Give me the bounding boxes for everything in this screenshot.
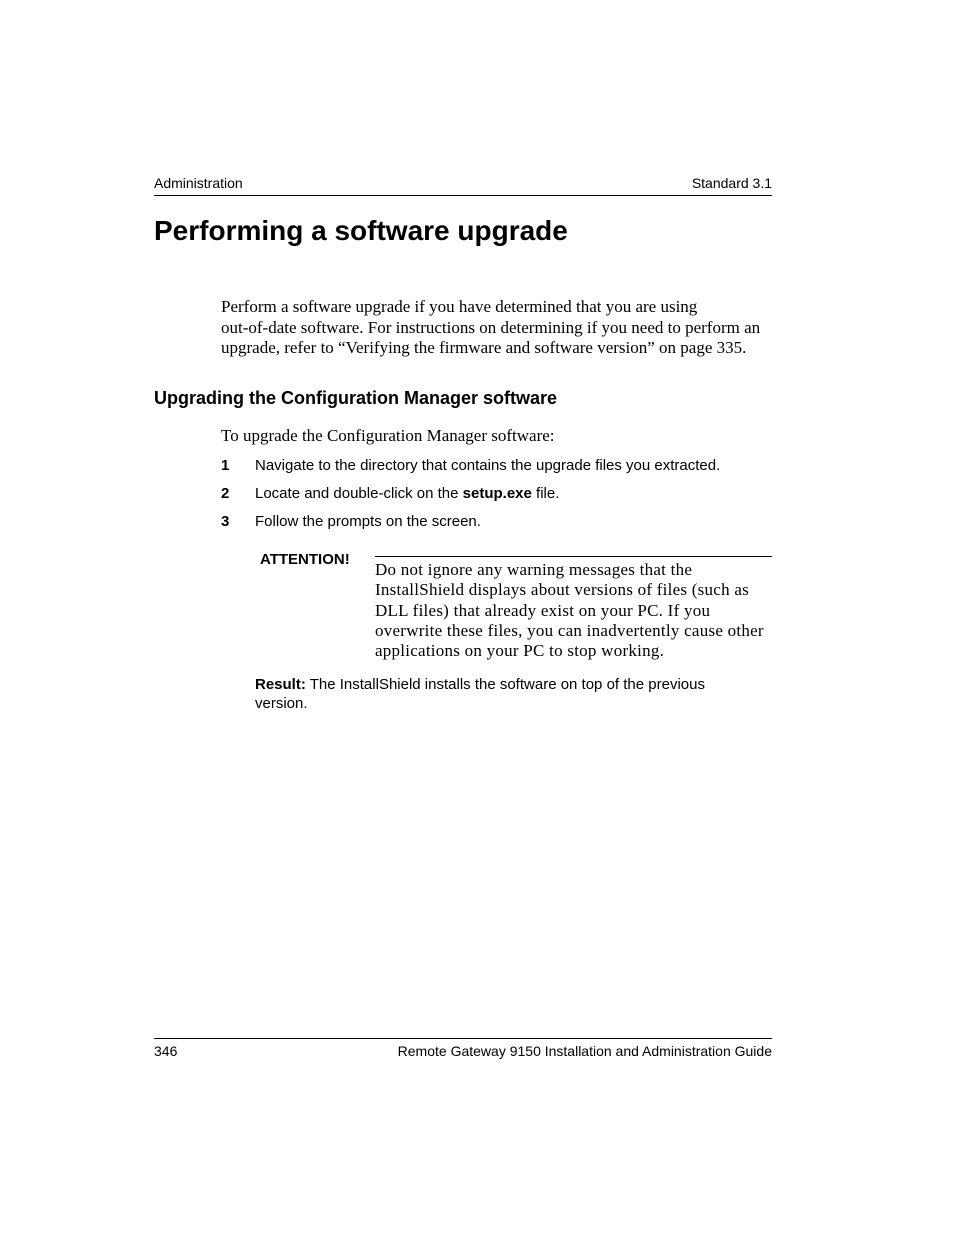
- header-edition: Standard 3.1: [691, 175, 772, 191]
- step-number: 3: [221, 513, 230, 530]
- step-text-after: file.: [531, 485, 560, 502]
- step-text: Navigate to the directory that contains the upgrade files you extracted.: [255, 457, 721, 474]
- step-number: 2: [221, 485, 230, 502]
- step-text: Follow the prompts on the screen.: [255, 513, 481, 530]
- attention-line: DLL files) that already exist on your PC. If you: [375, 600, 711, 620]
- attention-line: Do not ignore any warning messages that the: [375, 560, 693, 579]
- result-text-continued: version.: [255, 694, 308, 712]
- page-number: 346: [154, 1043, 178, 1059]
- running-header: [154, 175, 772, 196]
- intro-paragraph: [221, 297, 773, 359]
- attention-label: ATTENTION!: [260, 551, 350, 568]
- header-section: Administration: [154, 175, 243, 191]
- intro-line: out-of-date software. For instructions on determining if you need to perform an: [221, 317, 761, 337]
- result-label: Result:: [255, 676, 306, 693]
- result-note: [255, 676, 765, 713]
- result-text: The InstallShield installs the software on top of the previous: [305, 676, 705, 693]
- intro-line: Perform a software upgrade if you have determined that you are using: [221, 297, 698, 316]
- step-number: 1: [221, 457, 230, 474]
- attention-line: InstallShield displays about versions of files (such as: [375, 580, 750, 600]
- attention-text: [375, 556, 772, 661]
- page-title: Performing a software upgrade: [154, 215, 568, 246]
- procedure-lead-in: To upgrade the Configuration Manager software:: [221, 426, 555, 445]
- attention-line: overwrite these files, you can inadvertently cause other: [375, 620, 764, 640]
- intro-line: upgrade, refer to “Verifying the firmware and software version” on page 335.: [221, 338, 747, 357]
- running-footer: [154, 1038, 772, 1063]
- step-text-before: Locate and double-click on the: [255, 485, 463, 502]
- section-heading: Upgrading the Configuration Manager software: [154, 388, 558, 408]
- attention-line: applications on your PC to stop working.: [375, 641, 665, 661]
- step-filename: setup.exe: [462, 485, 532, 502]
- step-text: [255, 485, 559, 502]
- guide-title: Remote Gateway 9150 Installation and Administration Guide: [397, 1043, 772, 1059]
